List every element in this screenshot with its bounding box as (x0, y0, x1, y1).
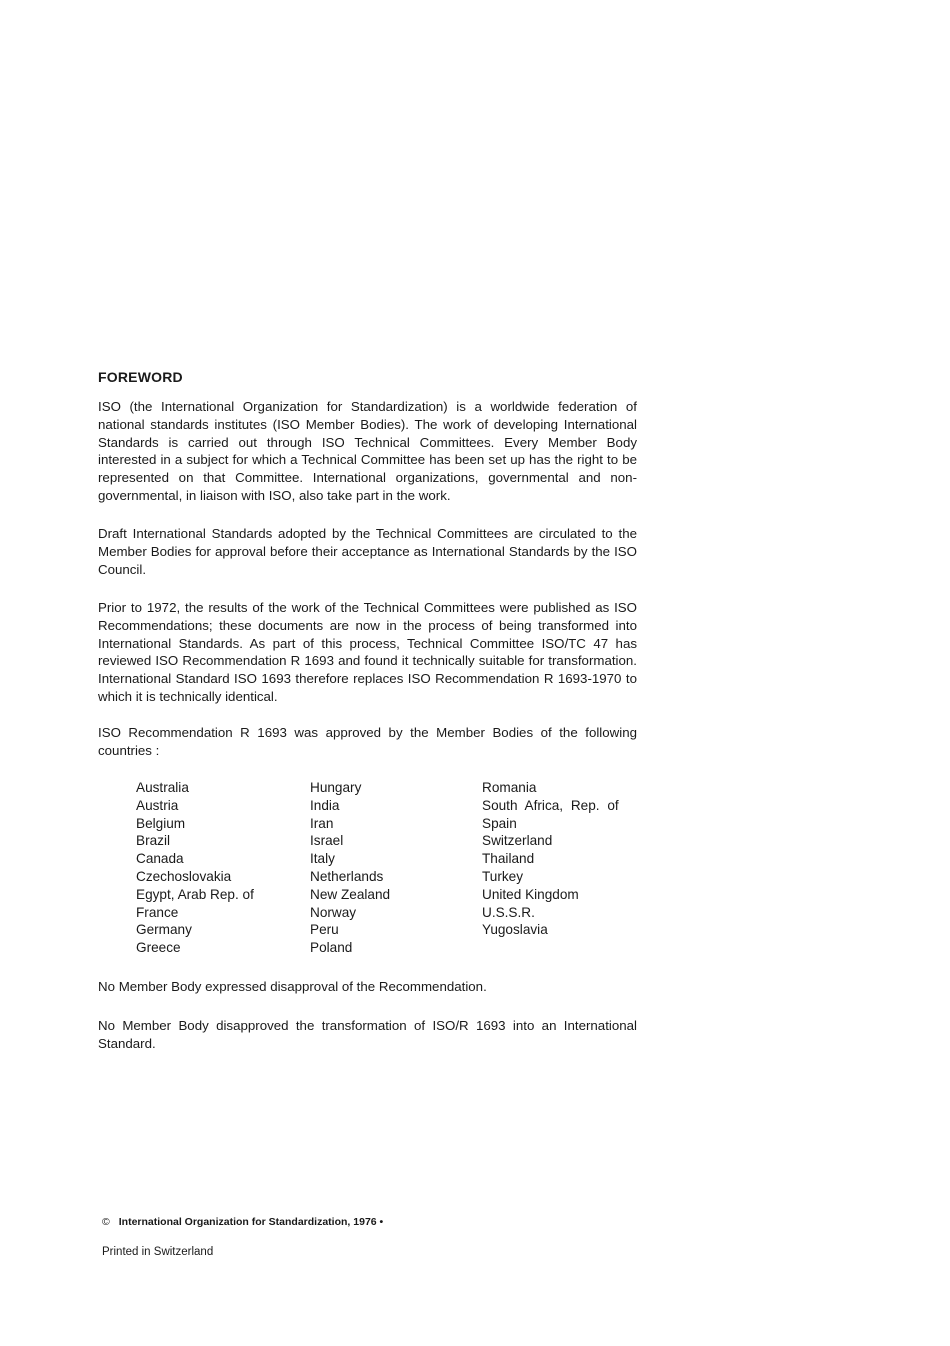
copyright-icon: © (102, 1216, 110, 1228)
foreword-paragraph-transformation-approval: No Member Body disapproved the transformation of ISO/R 1693 into an International Standard. (98, 1018, 637, 1051)
country-item: New Zealand (310, 886, 391, 902)
foreword-paragraph-no-disapproval: No Member Body expressed disapproval of the Recommendation. (98, 979, 487, 994)
country-item: India (310, 797, 340, 813)
countries-column-1 (136, 779, 254, 957)
country-item: Switzerland (482, 833, 553, 849)
country-item: South Africa, Rep. of (482, 797, 619, 813)
foreword-paragraph-iso-intro: ISO (the International Organization for Standardization) is a worldwide federation of national standards institutes (ISO Member Bodies). The work of developing International Standards is carried out through ISO Technical Committees. Every Member Body interested in a subject for which a Technical Committee has been set up has the right to be represented on that Committee. International organizations, governmental and non-governmental, in liaison with ISO, also take part in the work. (98, 399, 637, 503)
foreword-paragraph-approval: ISO Recommendation R 1693 was approved by the Member Bodies of the following countries : (98, 725, 637, 758)
country-item: Turkey (482, 868, 524, 884)
country-item: United Kingdom (482, 886, 579, 902)
countries-column-3 (482, 779, 642, 939)
country-item: Hungary (310, 780, 362, 795)
country-item: Greece (136, 940, 181, 956)
country-item: U.S.S.R. (482, 904, 535, 920)
country-item: Netherlands (310, 868, 384, 884)
country-item: Peru (310, 922, 339, 938)
country-item: Thailand (482, 851, 535, 867)
country-item: Egypt, Arab Rep. of (136, 886, 254, 902)
country-item: Germany (136, 922, 192, 938)
country-item: France (136, 904, 179, 920)
foreword-paragraph-transformation: Prior to 1972, the results of the work of the Technical Committees were published as ISO Recommendations; these documents are now in the process of being transformed into International Standards. As part of this process, Technical Committee ISO/TC 47 has reviewed ISO Recommendation R 1693 and found it technically suitable for transformation. International Standard ISO 1693 therefore replaces ISO Recommendation R 1693-1970 to which it is technically identical. (98, 600, 637, 704)
country-item: Czechoslovakia (136, 868, 232, 884)
country-item: Austria (136, 797, 179, 813)
country-item: Israel (310, 833, 344, 849)
country-item: Iran (310, 815, 334, 831)
country-item: Australia (136, 780, 189, 795)
approving-countries-list (136, 779, 656, 959)
country-item: Yugoslavia (482, 922, 548, 938)
country-item: Poland (310, 940, 353, 956)
foreword-heading: FOREWORD (98, 369, 183, 385)
country-item: Italy (310, 851, 335, 867)
country-item: Norway (310, 904, 357, 920)
country-item: Canada (136, 851, 184, 867)
copyright-text: International Organization for Standardization, 1976 • (118, 1216, 384, 1228)
copyright-notice (102, 1216, 383, 1228)
country-item: Belgium (136, 815, 186, 831)
countries-column-2 (310, 779, 390, 957)
country-item: Spain (482, 815, 517, 831)
country-item: Brazil (136, 833, 170, 849)
printed-in-notice: Printed in Switzerland (102, 1246, 214, 1258)
foreword-paragraph-draft-standards: Draft International Standards adopted by the Technical Committees are circulated to the Member Bodies for approval before their acceptance as International Standards by the ISO Council. (98, 526, 637, 577)
country-item: Romania (482, 780, 537, 795)
